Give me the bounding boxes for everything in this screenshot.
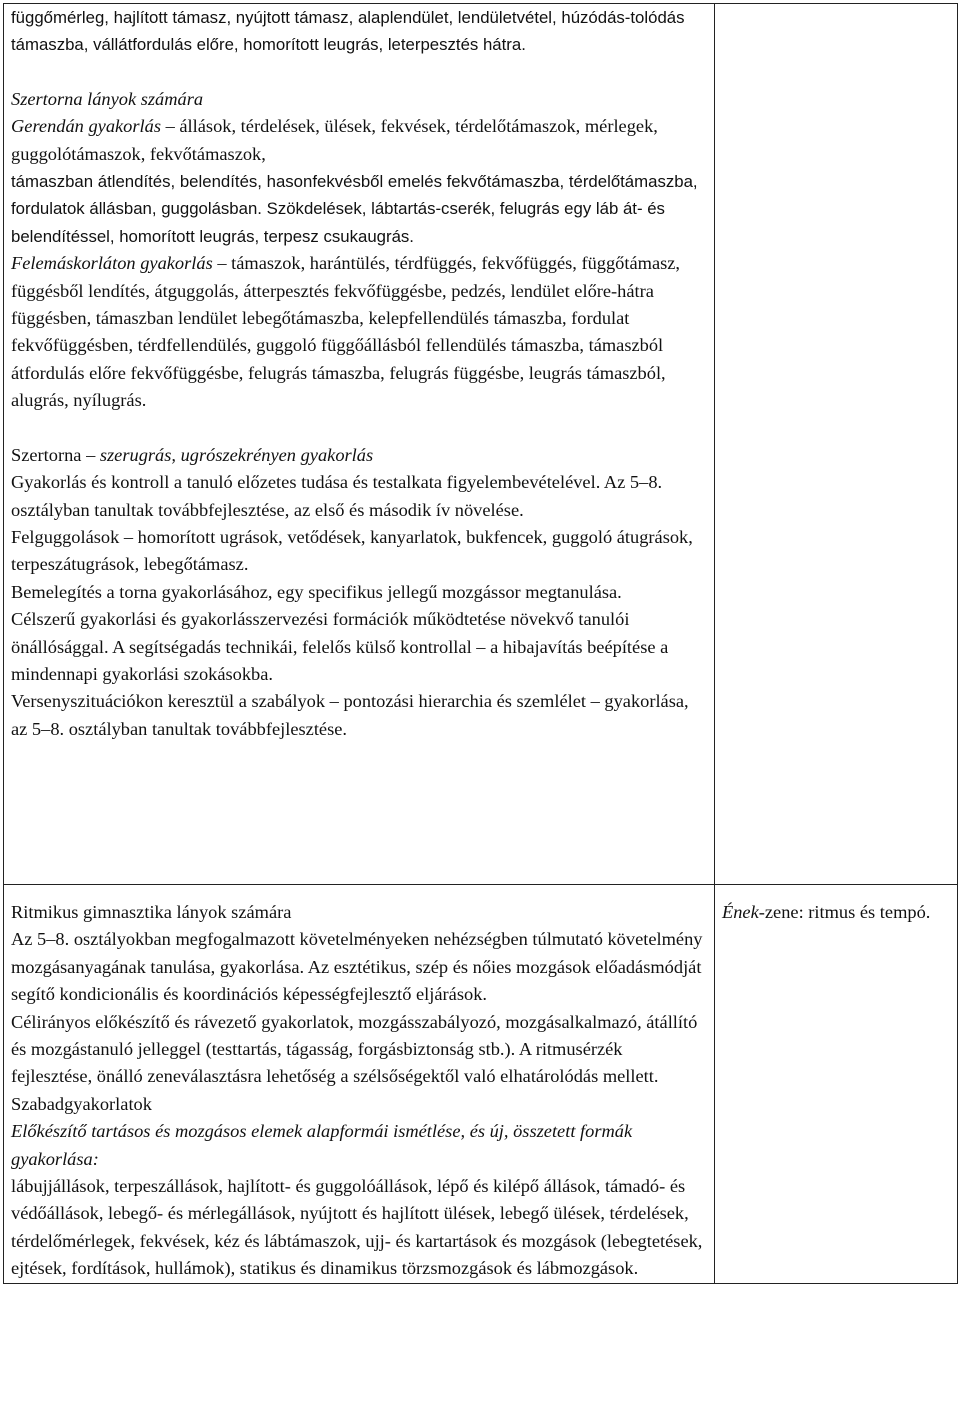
rhythmic-paragraph-2: Célirányos előkészítő és rávezető gyakorlatok, mozgásszabályozó, mozgásalkalmazó, átállító és mozgástanuló jelleggel (testtartás, tágasság, forgásbiztonság stb.). A ritmusérzék fejlesztése, önálló zeneválasztásra lehetőség a szélsőségektől való elhatárolódás mellett. [11, 1011, 698, 1087]
free-exercises-heading: Szabadgyakorlatok [11, 1093, 152, 1114]
vault-paragraph-5: Versenyszituációkon keresztül a szabályok – pontozási hierarchia és szemlélet – gyakorlása, az 5–8. osztályban tanultak továbbfejlesztése. [11, 691, 689, 739]
vault-paragraph-1: Gyakorlás és kontroll a tanuló előzetes tudása és testalkata figyelembevételével. Az 5–8. osztályban tanultak továbbfejlesztése, az első és második ív növelése. [11, 472, 663, 520]
table-row [4, 885, 958, 1284]
beam-text-serif: – állások, térdelések, ülések, fekvések, térdelőtámaszok, mérlegek, guggolótámaszok, fekvőtámaszok, [11, 116, 658, 164]
vault-paragraph-3: Bemelegítés a torna gyakorlásához, egy specifikus jellegű mozgássor megtanulása. [11, 581, 622, 602]
free-exercises-text: lábujjállások, terpeszállások, hajlított- és guggolóállások, lépő és kilépő állások, támadó- és védőállások, lebegő- és mérlegállások, nyújtott és hajlított ülések, lebegő ülések, térdelések, térdelőmérlegek, fekvések, kéz és lábtámaszok, ujj- és kartartások és mozgások (lebegtetések, ejtések, fordítások, hullámok), statikus és dinamikus törzsmozgások és lábmozgások. [11, 1176, 703, 1279]
content-cell [4, 885, 715, 1284]
side-note-italic: Ének [722, 902, 759, 922]
rhythmic-heading: Ritmikus gimnasztika lányok számára [11, 902, 292, 922]
vault-title: – szerugrás, ugrószekrényen gyakorlás [81, 444, 374, 465]
beam-paragraph [11, 113, 708, 168]
vault-paragraph-2: Felguggolások – homorított ugrások, vetődések, kanyarlatok, bukfencek, guggoló átugrások, terpeszátugrások, lebegőtámasz. [11, 526, 693, 575]
rhythmic-paragraph-1: Az 5–8. osztályokban megfogalmazott követelményeken nehézségben túlmutató követelmény mozgásanyagának tanulása, gyakorlása. Az esztétikus, szép és nőies mozgások előadásmódját segítő kondicionális és koordinációs képességfejlesztő eljárások. [11, 929, 703, 1005]
side-note-text: -zene: ritmus és tempó. [758, 902, 931, 922]
beam-text-sans: támaszban átlendítés, belendítés, hasonfekvésből emelés fekvőtámaszba, térdelőtámaszba, fordulatok állásban, guggolásban. Szökdelések, lábtartás-cserék, felugrás egy láb át- és belendítéssel, homorított leugrás, terpesz csukaugrás. [11, 172, 698, 246]
bars-title: Felemáskorláton gyakorlás [11, 253, 213, 274]
vault-paragraph-4: Célszerű gyakorlási és gyakorlásszervezési formációk működtetése növekvő tanulói önállósággal. A segítségadás technikái, felelős külső kontrollal – a hibajavítás beépítése a mindennapi gyakorlási szokásokba. [11, 609, 669, 684]
table-row [4, 4, 958, 885]
section-heading-girls-gymnastics: Szertorna lányok számára [11, 88, 204, 109]
side-note [722, 899, 951, 926]
side-note-cell [715, 885, 958, 1284]
intro-paragraph: függőmérleg, hajlított támasz, nyújtott támasz, alaplendület, lendületvétel, húzódás-tolódás támaszba, vállátfordulás előre, homorított leugrás, leterpesztés hátra. [11, 8, 685, 55]
curriculum-table [3, 3, 958, 1284]
content-cell [4, 4, 715, 885]
bars-text: – támaszok, harántülés, térdfüggés, fekvőfüggés, függőtámasz, függésből lendítés, átguggolás, átterpesztés fekvőfüggésbe, pedzés, lendület előre-hátra függésben, támaszban lendület lebegőtámaszba, kelepfellendülés támaszba, fordulat fekvőfüggésben, térdfellendülés, guggoló függőállásból fellendülés támaszba, támaszból átfordulás előre fekvőfüggésbe, felugrás támaszba, felugrás függésbe, leugrás támaszból, alugrás, nyílugrás. [11, 253, 681, 411]
bars-paragraph [11, 250, 708, 414]
side-cell-empty [715, 4, 958, 885]
free-exercises-subheading: Előkészítő tartásos és mozgásos elemek alapformái ismétlése, és új, összetett formák gyakorlása: [11, 1121, 633, 1169]
beam-title: Gerendán gyakorlás [11, 116, 161, 137]
vault-lead: Szertorna [11, 444, 82, 465]
vault-heading [11, 442, 708, 469]
